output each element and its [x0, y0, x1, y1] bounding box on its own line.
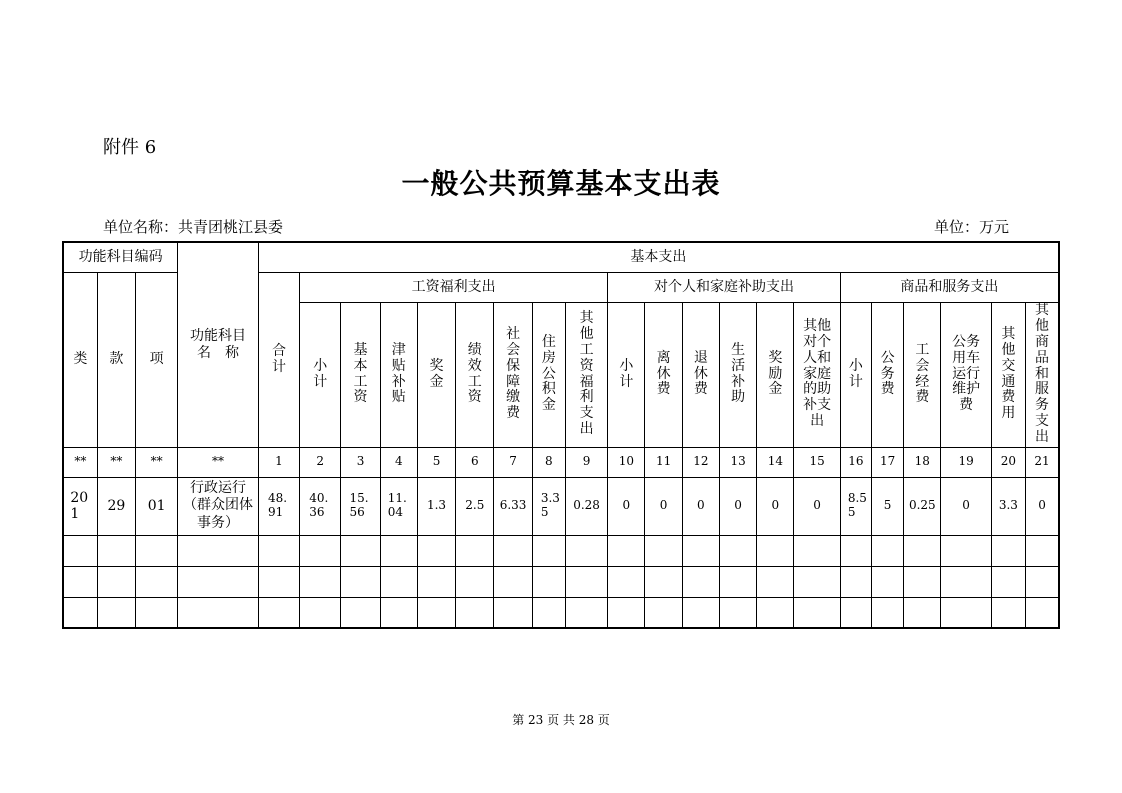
- header-other-goods: 其他商品和服务支出: [1026, 302, 1059, 447]
- header-func-name: 功能科目名 称: [178, 242, 259, 447]
- cell-allowance: 11.04: [380, 477, 417, 535]
- index-cell: 6: [456, 447, 494, 477]
- header-bonus: 奖金: [417, 302, 455, 447]
- header-retirement-lixiu: 离休费: [645, 302, 682, 447]
- header-retirement-tuixiu: 退休费: [682, 302, 719, 447]
- header-union-fee: 工会经费: [904, 302, 941, 447]
- header-lei: 类: [63, 272, 97, 447]
- cell-performance-wage: 2.5: [456, 477, 494, 535]
- cell-basic-wage: 15.56: [341, 477, 380, 535]
- header-total: 合计: [258, 272, 299, 447]
- attachment-label: 附件 6: [103, 137, 157, 158]
- empty-row: [63, 597, 1059, 628]
- header-reward: 奖励金: [757, 302, 794, 447]
- cell-other-goods: 0: [1026, 477, 1059, 535]
- index-cell: 5: [417, 447, 455, 477]
- index-cell: 9: [565, 447, 607, 477]
- index-row: [63, 447, 1059, 477]
- header-goods-group: 商品和服务支出: [840, 272, 1059, 302]
- cell-office-fee: 5: [871, 477, 903, 535]
- currency-unit: 单位：万元: [934, 218, 1010, 236]
- index-cell: 11: [645, 447, 682, 477]
- empty-row: [63, 566, 1059, 597]
- header-living-subsidy: 生活补助: [719, 302, 756, 447]
- cell-salary-subtotal: 40.36: [300, 477, 341, 535]
- header-kuan: 款: [97, 272, 135, 447]
- index-cell: 16: [840, 447, 871, 477]
- page-footer: 第 23 页 共 28 页: [512, 713, 610, 727]
- header-basic-expenditure: 基本支出: [258, 242, 1059, 272]
- index-cell: 3: [341, 447, 380, 477]
- cell-kuan: 29: [97, 477, 135, 535]
- index-cell: 18: [904, 447, 941, 477]
- header-vehicle-fee: 公务用车运行维护费: [941, 302, 991, 447]
- index-cell: **: [136, 447, 178, 477]
- header-xiang: 项: [136, 272, 178, 447]
- header-salary-subtotal: 小计: [300, 302, 341, 447]
- header-social-security: 社会保障缴费: [494, 302, 532, 447]
- index-cell: 12: [682, 447, 719, 477]
- header-allowance: 津贴补贴: [380, 302, 417, 447]
- cell-xiang: 01: [136, 477, 178, 535]
- header-other-transport: 其他交通费用: [991, 302, 1025, 447]
- empty-row: [63, 535, 1059, 566]
- index-cell: 1: [258, 447, 299, 477]
- header-other-salary: 其他工资福利支出: [565, 302, 607, 447]
- header-housing-fund: 住房公积金: [532, 302, 565, 447]
- index-cell: 19: [941, 447, 991, 477]
- cell-reward: 0: [757, 477, 794, 535]
- header-personal-group: 对个人和家庭补助支出: [608, 272, 841, 302]
- index-cell: 10: [608, 447, 645, 477]
- unit-name: 单位名称：共青团桃江县委: [103, 218, 284, 236]
- header-other-personal: 其他对个人和家庭的助补支出: [794, 302, 840, 447]
- header-salary-group: 工资福利支出: [300, 272, 608, 302]
- header-func-code: 功能科目编码: [63, 242, 178, 272]
- index-cell: 4: [380, 447, 417, 477]
- cell-personal-subtotal: 0: [608, 477, 645, 535]
- cell-lixiu: 0: [645, 477, 682, 535]
- cell-tuixiu: 0: [682, 477, 719, 535]
- index-cell: 20: [991, 447, 1025, 477]
- header-goods-subtotal: 小计: [840, 302, 871, 447]
- index-cell: 15: [794, 447, 840, 477]
- header-basic-wage: 基本工资: [341, 302, 380, 447]
- index-cell: 2: [300, 447, 341, 477]
- cell-other-transport: 3.3: [991, 477, 1025, 535]
- cell-social-security: 6.33: [494, 477, 532, 535]
- index-cell: 21: [1026, 447, 1059, 477]
- cell-housing-fund: 3.35: [532, 477, 565, 535]
- header-personal-subtotal: 小计: [608, 302, 645, 447]
- index-cell: **: [97, 447, 135, 477]
- cell-lei: 201: [63, 477, 97, 535]
- index-cell: 17: [871, 447, 903, 477]
- expenditure-table: [62, 241, 1060, 629]
- header-office-fee: 公务费: [871, 302, 903, 447]
- index-cell: 7: [494, 447, 532, 477]
- cell-vehicle-fee: 0: [941, 477, 991, 535]
- cell-goods-subtotal: 8.55: [840, 477, 871, 535]
- cell-other-personal: 0: [794, 477, 840, 535]
- header-performance-wage: 绩效工资: [456, 302, 494, 447]
- index-cell: 14: [757, 447, 794, 477]
- index-cell: **: [63, 447, 97, 477]
- index-cell: 13: [719, 447, 756, 477]
- index-cell: **: [178, 447, 259, 477]
- table-row: [63, 477, 1059, 535]
- cell-bonus: 1.3: [417, 477, 455, 535]
- page-title: 一般公共预算基本支出表: [401, 167, 721, 200]
- cell-other-salary: 0.28: [565, 477, 607, 535]
- cell-union-fee: 0.25: [904, 477, 941, 535]
- cell-func-name: 行政运行（群众团体事务）: [178, 477, 259, 535]
- cell-total: 48.91: [258, 477, 299, 535]
- index-cell: 8: [532, 447, 565, 477]
- cell-living-subsidy: 0: [719, 477, 756, 535]
